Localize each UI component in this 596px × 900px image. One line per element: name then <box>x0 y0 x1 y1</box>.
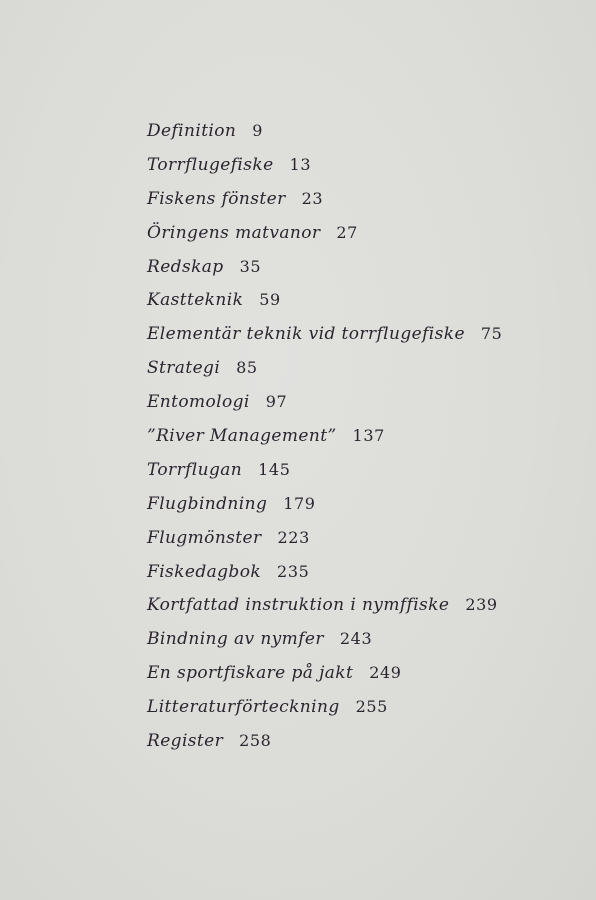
chapter-title: Bindning av nymfer <box>147 629 324 650</box>
chapter-title: En sportfiskare på jakt <box>147 663 354 684</box>
chapter-title: Flugmönster <box>147 527 262 548</box>
chapter-title: Litteraturförteckning <box>147 697 340 718</box>
chapter-title: Flugbindning <box>147 493 268 514</box>
toc-entry <box>147 252 502 286</box>
chapter-title: Kastteknik <box>147 290 244 311</box>
page-number: 13 <box>289 154 312 174</box>
toc-entry <box>147 285 502 319</box>
page-number: 23 <box>301 188 324 208</box>
page-number: 35 <box>239 256 262 276</box>
chapter-title: ”River Management” <box>147 426 337 447</box>
toc-entry <box>147 624 502 658</box>
toc-entry <box>147 726 502 760</box>
chapter-title: Elementär teknik vid torrflugefiske <box>147 324 465 345</box>
table-of-contents <box>147 116 502 760</box>
page-number: 239 <box>465 595 498 615</box>
toc-entry <box>147 455 502 489</box>
page-number: 59 <box>259 290 281 310</box>
toc-entry <box>147 557 502 591</box>
toc-entry <box>147 421 502 455</box>
chapter-title: Definition <box>147 121 237 141</box>
chapter-title: Strategi <box>147 358 221 379</box>
chapter-title: Redskap <box>147 256 224 277</box>
page-number: 179 <box>283 493 316 513</box>
page-number: 249 <box>369 663 402 683</box>
toc-entry <box>147 387 502 421</box>
page-number: 243 <box>339 629 373 649</box>
chapter-title: Torrflugefiske <box>147 154 274 175</box>
page-number: 223 <box>277 527 310 547</box>
chapter-title: Torrflugan <box>147 459 243 480</box>
chapter-title: Fiskens fönster <box>147 188 286 209</box>
page-number: 235 <box>277 561 310 581</box>
page-number: 258 <box>239 731 272 751</box>
page-number: 9 <box>252 121 264 140</box>
toc-entry <box>147 319 502 353</box>
page-number: 137 <box>352 426 385 446</box>
page-number: 27 <box>336 222 358 242</box>
toc-entry <box>147 218 502 252</box>
toc-entry <box>147 692 502 726</box>
page-number: 145 <box>258 459 291 479</box>
toc-entry <box>147 150 502 184</box>
toc-entry <box>147 658 502 692</box>
toc-entry <box>147 523 502 557</box>
page-number: 97 <box>265 392 288 412</box>
chapter-title: Entomologi <box>147 392 250 413</box>
chapter-title: Öringens matvanor <box>147 222 321 243</box>
toc-entry <box>147 116 502 150</box>
chapter-title: Register <box>147 731 224 752</box>
chapter-title: Fiskedagbok <box>147 561 262 582</box>
toc-entry <box>147 590 502 624</box>
page-number: 255 <box>355 697 388 717</box>
toc-entry <box>147 489 502 523</box>
toc-entry <box>147 184 502 218</box>
chapter-title: Kortfattad instruktion i nymffiske <box>147 595 450 616</box>
toc-entry <box>147 353 502 387</box>
page-number: 75 <box>480 324 503 344</box>
page-number: 85 <box>236 358 258 378</box>
